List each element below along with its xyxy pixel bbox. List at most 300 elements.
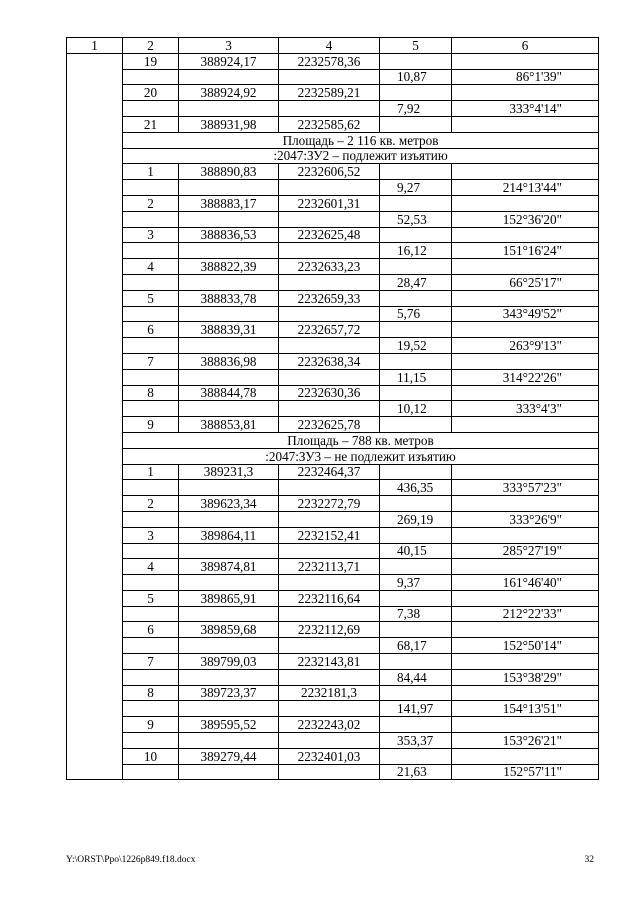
point-x: 388924,17 — [179, 53, 279, 69]
row-group-cell — [67, 669, 123, 685]
header-col-2: 2 — [123, 38, 179, 54]
point-y: 2232625,48 — [279, 227, 380, 243]
row-group-cell — [67, 338, 123, 354]
point-x: 389874,81 — [179, 559, 279, 575]
segment-angle: 333°26'9" — [452, 511, 599, 527]
point-row — [67, 464, 599, 480]
row-group-cell — [67, 590, 123, 606]
empty-cell — [123, 243, 179, 259]
point-row — [67, 559, 599, 575]
segment-row — [67, 69, 599, 85]
empty-cell — [452, 353, 599, 369]
point-y: 2232464,37 — [279, 464, 380, 480]
segment-angle: 212°22'33" — [452, 606, 599, 622]
segment-length: 19,52 — [380, 338, 452, 354]
row-group-cell — [67, 306, 123, 322]
segment-length: 40,15 — [380, 543, 452, 559]
row-group-cell — [67, 448, 123, 464]
empty-cell — [123, 669, 179, 685]
row-group-cell — [67, 764, 123, 780]
point-row — [67, 353, 599, 369]
empty-cell — [179, 101, 279, 117]
point-row — [67, 748, 599, 764]
point-number: 3 — [123, 227, 179, 243]
empty-cell — [380, 259, 452, 275]
point-row — [67, 116, 599, 132]
empty-cell — [179, 638, 279, 654]
empty-cell — [179, 180, 279, 196]
empty-cell — [123, 369, 179, 385]
row-group-cell — [67, 369, 123, 385]
point-row — [67, 654, 599, 670]
row-group-cell — [67, 638, 123, 654]
empty-cell — [380, 85, 452, 101]
point-row — [67, 622, 599, 638]
segment-angle: 285°27'19" — [452, 543, 599, 559]
empty-cell — [279, 211, 380, 227]
point-number: 4 — [123, 259, 179, 275]
row-group-cell — [67, 148, 123, 164]
point-x: 389279,44 — [179, 748, 279, 764]
row-group-cell — [67, 85, 123, 101]
point-row — [67, 195, 599, 211]
segment-length: 16,12 — [380, 243, 452, 259]
segment-length: 353,37 — [380, 733, 452, 749]
row-group-cell — [67, 385, 123, 401]
segment-angle: 343°49'52" — [452, 306, 599, 322]
point-number: 7 — [123, 353, 179, 369]
empty-cell — [380, 417, 452, 433]
point-x: 388890,83 — [179, 164, 279, 180]
empty-cell — [452, 685, 599, 701]
point-y: 2232401,03 — [279, 748, 380, 764]
empty-cell — [279, 701, 380, 717]
segment-length: 269,19 — [380, 511, 452, 527]
empty-cell — [179, 733, 279, 749]
point-row — [67, 85, 599, 101]
segment-length: 436,35 — [380, 480, 452, 496]
row-group-cell — [67, 701, 123, 717]
row-group-cell — [67, 748, 123, 764]
empty-cell — [380, 322, 452, 338]
segment-row — [67, 338, 599, 354]
header-col-6: 6 — [452, 38, 599, 54]
empty-cell — [380, 464, 452, 480]
row-group-cell — [67, 733, 123, 749]
empty-cell — [279, 733, 380, 749]
coordinates-table — [66, 37, 599, 780]
segment-angle: 151°16'24" — [452, 243, 599, 259]
row-group-cell — [67, 543, 123, 559]
segment-row — [67, 669, 599, 685]
footer-file-path: Y:\ORST\Ppo\1226p849.f18.docx — [66, 855, 196, 865]
segment-row — [67, 274, 599, 290]
empty-cell — [179, 701, 279, 717]
point-y: 2232113,71 — [279, 559, 380, 575]
row-group-cell — [67, 274, 123, 290]
point-y: 2232181,3 — [279, 685, 380, 701]
segment-row — [67, 543, 599, 559]
empty-cell — [380, 290, 452, 306]
empty-cell — [380, 559, 452, 575]
point-x: 389723,37 — [179, 685, 279, 701]
point-x: 388822,39 — [179, 259, 279, 275]
point-number: 6 — [123, 622, 179, 638]
point-row — [67, 496, 599, 512]
row-group-cell — [67, 353, 123, 369]
segment-row — [67, 101, 599, 117]
point-row — [67, 385, 599, 401]
point-x: 388833,78 — [179, 290, 279, 306]
empty-cell — [279, 369, 380, 385]
empty-cell — [452, 717, 599, 733]
point-y: 2232589,21 — [279, 85, 380, 101]
empty-cell — [380, 385, 452, 401]
empty-cell — [452, 259, 599, 275]
empty-cell — [380, 496, 452, 512]
segment-angle: 161°46'40" — [452, 575, 599, 591]
empty-cell — [123, 211, 179, 227]
empty-cell — [380, 353, 452, 369]
point-number: 8 — [123, 685, 179, 701]
point-number: 4 — [123, 559, 179, 575]
point-row — [67, 590, 599, 606]
point-x: 388836,98 — [179, 353, 279, 369]
point-x: 389865,91 — [179, 590, 279, 606]
empty-cell — [380, 116, 452, 132]
point-y: 2232625,78 — [279, 417, 380, 433]
empty-cell — [452, 590, 599, 606]
point-x: 389623,34 — [179, 496, 279, 512]
section-label: :2047:ЗУ2 – подлежит изъятию — [123, 148, 599, 164]
point-y: 2232638,34 — [279, 353, 380, 369]
point-y: 2232633,23 — [279, 259, 380, 275]
empty-cell — [380, 685, 452, 701]
row-group-cell — [67, 464, 123, 480]
point-x: 388836,53 — [179, 227, 279, 243]
empty-cell — [279, 480, 380, 496]
point-x: 389799,03 — [179, 654, 279, 670]
empty-cell — [380, 164, 452, 180]
header-col-5: 5 — [380, 38, 452, 54]
empty-cell — [123, 606, 179, 622]
point-y: 2232143,81 — [279, 654, 380, 670]
point-y: 2232606,52 — [279, 164, 380, 180]
row-group-cell — [67, 496, 123, 512]
point-number: 9 — [123, 417, 179, 433]
segment-angle: 152°36'20" — [452, 211, 599, 227]
point-x: 389231,3 — [179, 464, 279, 480]
segment-length: 52,53 — [380, 211, 452, 227]
point-y: 2232630,36 — [279, 385, 380, 401]
row-group-cell — [67, 417, 123, 433]
point-x: 389595,52 — [179, 717, 279, 733]
row-group-cell — [67, 575, 123, 591]
empty-cell — [123, 575, 179, 591]
empty-cell — [123, 764, 179, 780]
segment-row — [67, 511, 599, 527]
empty-cell — [279, 69, 380, 85]
empty-cell — [123, 180, 179, 196]
segment-length: 11,15 — [380, 369, 452, 385]
point-y: 2232657,72 — [279, 322, 380, 338]
point-number: 2 — [123, 496, 179, 512]
empty-cell — [452, 290, 599, 306]
row-group-cell — [67, 132, 123, 148]
empty-cell — [279, 401, 380, 417]
empty-cell — [279, 338, 380, 354]
empty-cell — [179, 575, 279, 591]
row-group-cell — [67, 290, 123, 306]
segment-length: 21,63 — [380, 764, 452, 780]
row-group-cell — [67, 527, 123, 543]
point-row — [67, 417, 599, 433]
point-y: 2232243,02 — [279, 717, 380, 733]
section-label: Площадь – 788 кв. метров — [123, 432, 599, 448]
segment-row — [67, 480, 599, 496]
segment-row — [67, 369, 599, 385]
point-y: 2232272,79 — [279, 496, 380, 512]
segment-row — [67, 606, 599, 622]
empty-cell — [279, 243, 380, 259]
footer-page-number: 32 — [584, 855, 594, 865]
section-row — [67, 432, 599, 448]
empty-cell — [279, 764, 380, 780]
point-row — [67, 227, 599, 243]
row-group-cell — [67, 53, 123, 69]
empty-cell — [179, 306, 279, 322]
segment-angle: 153°38'29" — [452, 669, 599, 685]
empty-cell — [179, 274, 279, 290]
empty-cell — [380, 53, 452, 69]
segment-length: 68,17 — [380, 638, 452, 654]
empty-cell — [179, 480, 279, 496]
point-number: 8 — [123, 385, 179, 401]
segment-length: 7,38 — [380, 606, 452, 622]
segment-angle: 152°57'11" — [452, 764, 599, 780]
empty-cell — [279, 543, 380, 559]
segment-angle: 333°4'14" — [452, 101, 599, 117]
row-group-cell — [67, 195, 123, 211]
empty-cell — [279, 306, 380, 322]
section-row — [67, 448, 599, 464]
empty-cell — [179, 369, 279, 385]
empty-cell — [279, 511, 380, 527]
empty-cell — [179, 511, 279, 527]
segment-length: 84,44 — [380, 669, 452, 685]
empty-cell — [123, 338, 179, 354]
empty-cell — [123, 511, 179, 527]
empty-cell — [279, 101, 380, 117]
point-number: 20 — [123, 85, 179, 101]
empty-cell — [380, 195, 452, 211]
row-group-cell — [67, 69, 123, 85]
empty-cell — [380, 527, 452, 543]
row-group-cell — [67, 101, 123, 117]
row-group-cell — [67, 685, 123, 701]
row-group-cell — [67, 164, 123, 180]
row-group-cell — [67, 116, 123, 132]
point-number: 5 — [123, 590, 179, 606]
point-y: 2232659,33 — [279, 290, 380, 306]
empty-cell — [279, 180, 380, 196]
point-row — [67, 322, 599, 338]
empty-cell — [452, 322, 599, 338]
header-col-3: 3 — [179, 38, 279, 54]
point-row — [67, 717, 599, 733]
row-group-cell — [67, 259, 123, 275]
empty-cell — [452, 116, 599, 132]
row-group-cell — [67, 401, 123, 417]
empty-cell — [179, 606, 279, 622]
segment-angle: 333°57'23" — [452, 480, 599, 496]
empty-cell — [123, 543, 179, 559]
empty-cell — [279, 606, 380, 622]
segment-length: 9,37 — [380, 575, 452, 591]
empty-cell — [452, 417, 599, 433]
row-group-cell — [67, 559, 123, 575]
row-group-cell — [67, 717, 123, 733]
segment-length: 5,76 — [380, 306, 452, 322]
segment-row — [67, 401, 599, 417]
point-row — [67, 53, 599, 69]
point-number: 3 — [123, 527, 179, 543]
point-number: 19 — [123, 53, 179, 69]
segment-angle: 86°1'39" — [452, 69, 599, 85]
empty-cell — [123, 101, 179, 117]
point-number: 9 — [123, 717, 179, 733]
empty-cell — [380, 654, 452, 670]
empty-cell — [279, 274, 380, 290]
point-row — [67, 527, 599, 543]
empty-cell — [452, 748, 599, 764]
segment-row — [67, 243, 599, 259]
empty-cell — [123, 733, 179, 749]
segment-row — [67, 180, 599, 196]
point-row — [67, 164, 599, 180]
section-label: :2047:ЗУ3 – не подлежит изъятию — [123, 448, 599, 464]
point-x: 388853,81 — [179, 417, 279, 433]
empty-cell — [179, 764, 279, 780]
empty-cell — [452, 85, 599, 101]
empty-cell — [279, 575, 380, 591]
point-row — [67, 685, 599, 701]
empty-cell — [452, 559, 599, 575]
empty-cell — [123, 401, 179, 417]
point-row — [67, 290, 599, 306]
segment-angle: 263°9'13" — [452, 338, 599, 354]
row-group-cell — [67, 432, 123, 448]
empty-cell — [123, 306, 179, 322]
point-x: 388924,92 — [179, 85, 279, 101]
row-group-cell — [67, 227, 123, 243]
empty-cell — [380, 622, 452, 638]
segment-angle: 214°13'44" — [452, 180, 599, 196]
segment-row — [67, 306, 599, 322]
segment-length: 9,27 — [380, 180, 452, 196]
header-col-4: 4 — [279, 38, 380, 54]
empty-cell — [179, 543, 279, 559]
segment-length: 28,47 — [380, 274, 452, 290]
header-col-1: 1 — [67, 38, 123, 54]
empty-cell — [123, 69, 179, 85]
row-group-cell — [67, 654, 123, 670]
point-number: 1 — [123, 464, 179, 480]
point-y: 2232578,36 — [279, 53, 380, 69]
segment-length: 10,12 — [380, 401, 452, 417]
point-y: 2232116,64 — [279, 590, 380, 606]
row-group-cell — [67, 511, 123, 527]
empty-cell — [179, 211, 279, 227]
empty-cell — [279, 669, 380, 685]
empty-cell — [123, 480, 179, 496]
point-number: 5 — [123, 290, 179, 306]
segment-row — [67, 638, 599, 654]
point-row — [67, 259, 599, 275]
empty-cell — [123, 274, 179, 290]
point-number: 6 — [123, 322, 179, 338]
point-x: 388839,31 — [179, 322, 279, 338]
point-x: 389859,68 — [179, 622, 279, 638]
segment-angle: 154°13'51" — [452, 701, 599, 717]
empty-cell — [123, 701, 179, 717]
point-number: 7 — [123, 654, 179, 670]
empty-cell — [452, 654, 599, 670]
segment-angle: 152°50'14" — [452, 638, 599, 654]
empty-cell — [452, 464, 599, 480]
row-group-cell — [67, 480, 123, 496]
point-number: 10 — [123, 748, 179, 764]
segment-length: 141,97 — [380, 701, 452, 717]
empty-cell — [452, 527, 599, 543]
point-y: 2232112,69 — [279, 622, 380, 638]
point-x: 388844,78 — [179, 385, 279, 401]
empty-cell — [123, 638, 179, 654]
point-x: 388931,98 — [179, 116, 279, 132]
empty-cell — [179, 401, 279, 417]
empty-cell — [380, 590, 452, 606]
row-group-cell — [67, 180, 123, 196]
empty-cell — [380, 227, 452, 243]
empty-cell — [179, 243, 279, 259]
empty-cell — [452, 496, 599, 512]
segment-row — [67, 733, 599, 749]
segment-row — [67, 575, 599, 591]
segment-length: 10,87 — [380, 69, 452, 85]
row-group-cell — [67, 622, 123, 638]
segment-length: 7,92 — [380, 101, 452, 117]
segment-row — [67, 764, 599, 780]
segment-row — [67, 211, 599, 227]
point-x: 388883,17 — [179, 195, 279, 211]
point-y: 2232585,62 — [279, 116, 380, 132]
segment-angle: 153°26'21" — [452, 733, 599, 749]
point-x: 389864,11 — [179, 527, 279, 543]
row-group-cell — [67, 243, 123, 259]
empty-cell — [452, 227, 599, 243]
empty-cell — [452, 622, 599, 638]
point-number: 21 — [123, 116, 179, 132]
row-group-cell — [67, 211, 123, 227]
empty-cell — [452, 385, 599, 401]
empty-cell — [279, 638, 380, 654]
segment-angle: 333°4'3" — [452, 401, 599, 417]
empty-cell — [380, 748, 452, 764]
empty-cell — [179, 338, 279, 354]
segment-angle: 66°25'17" — [452, 274, 599, 290]
empty-cell — [179, 669, 279, 685]
section-row — [67, 148, 599, 164]
